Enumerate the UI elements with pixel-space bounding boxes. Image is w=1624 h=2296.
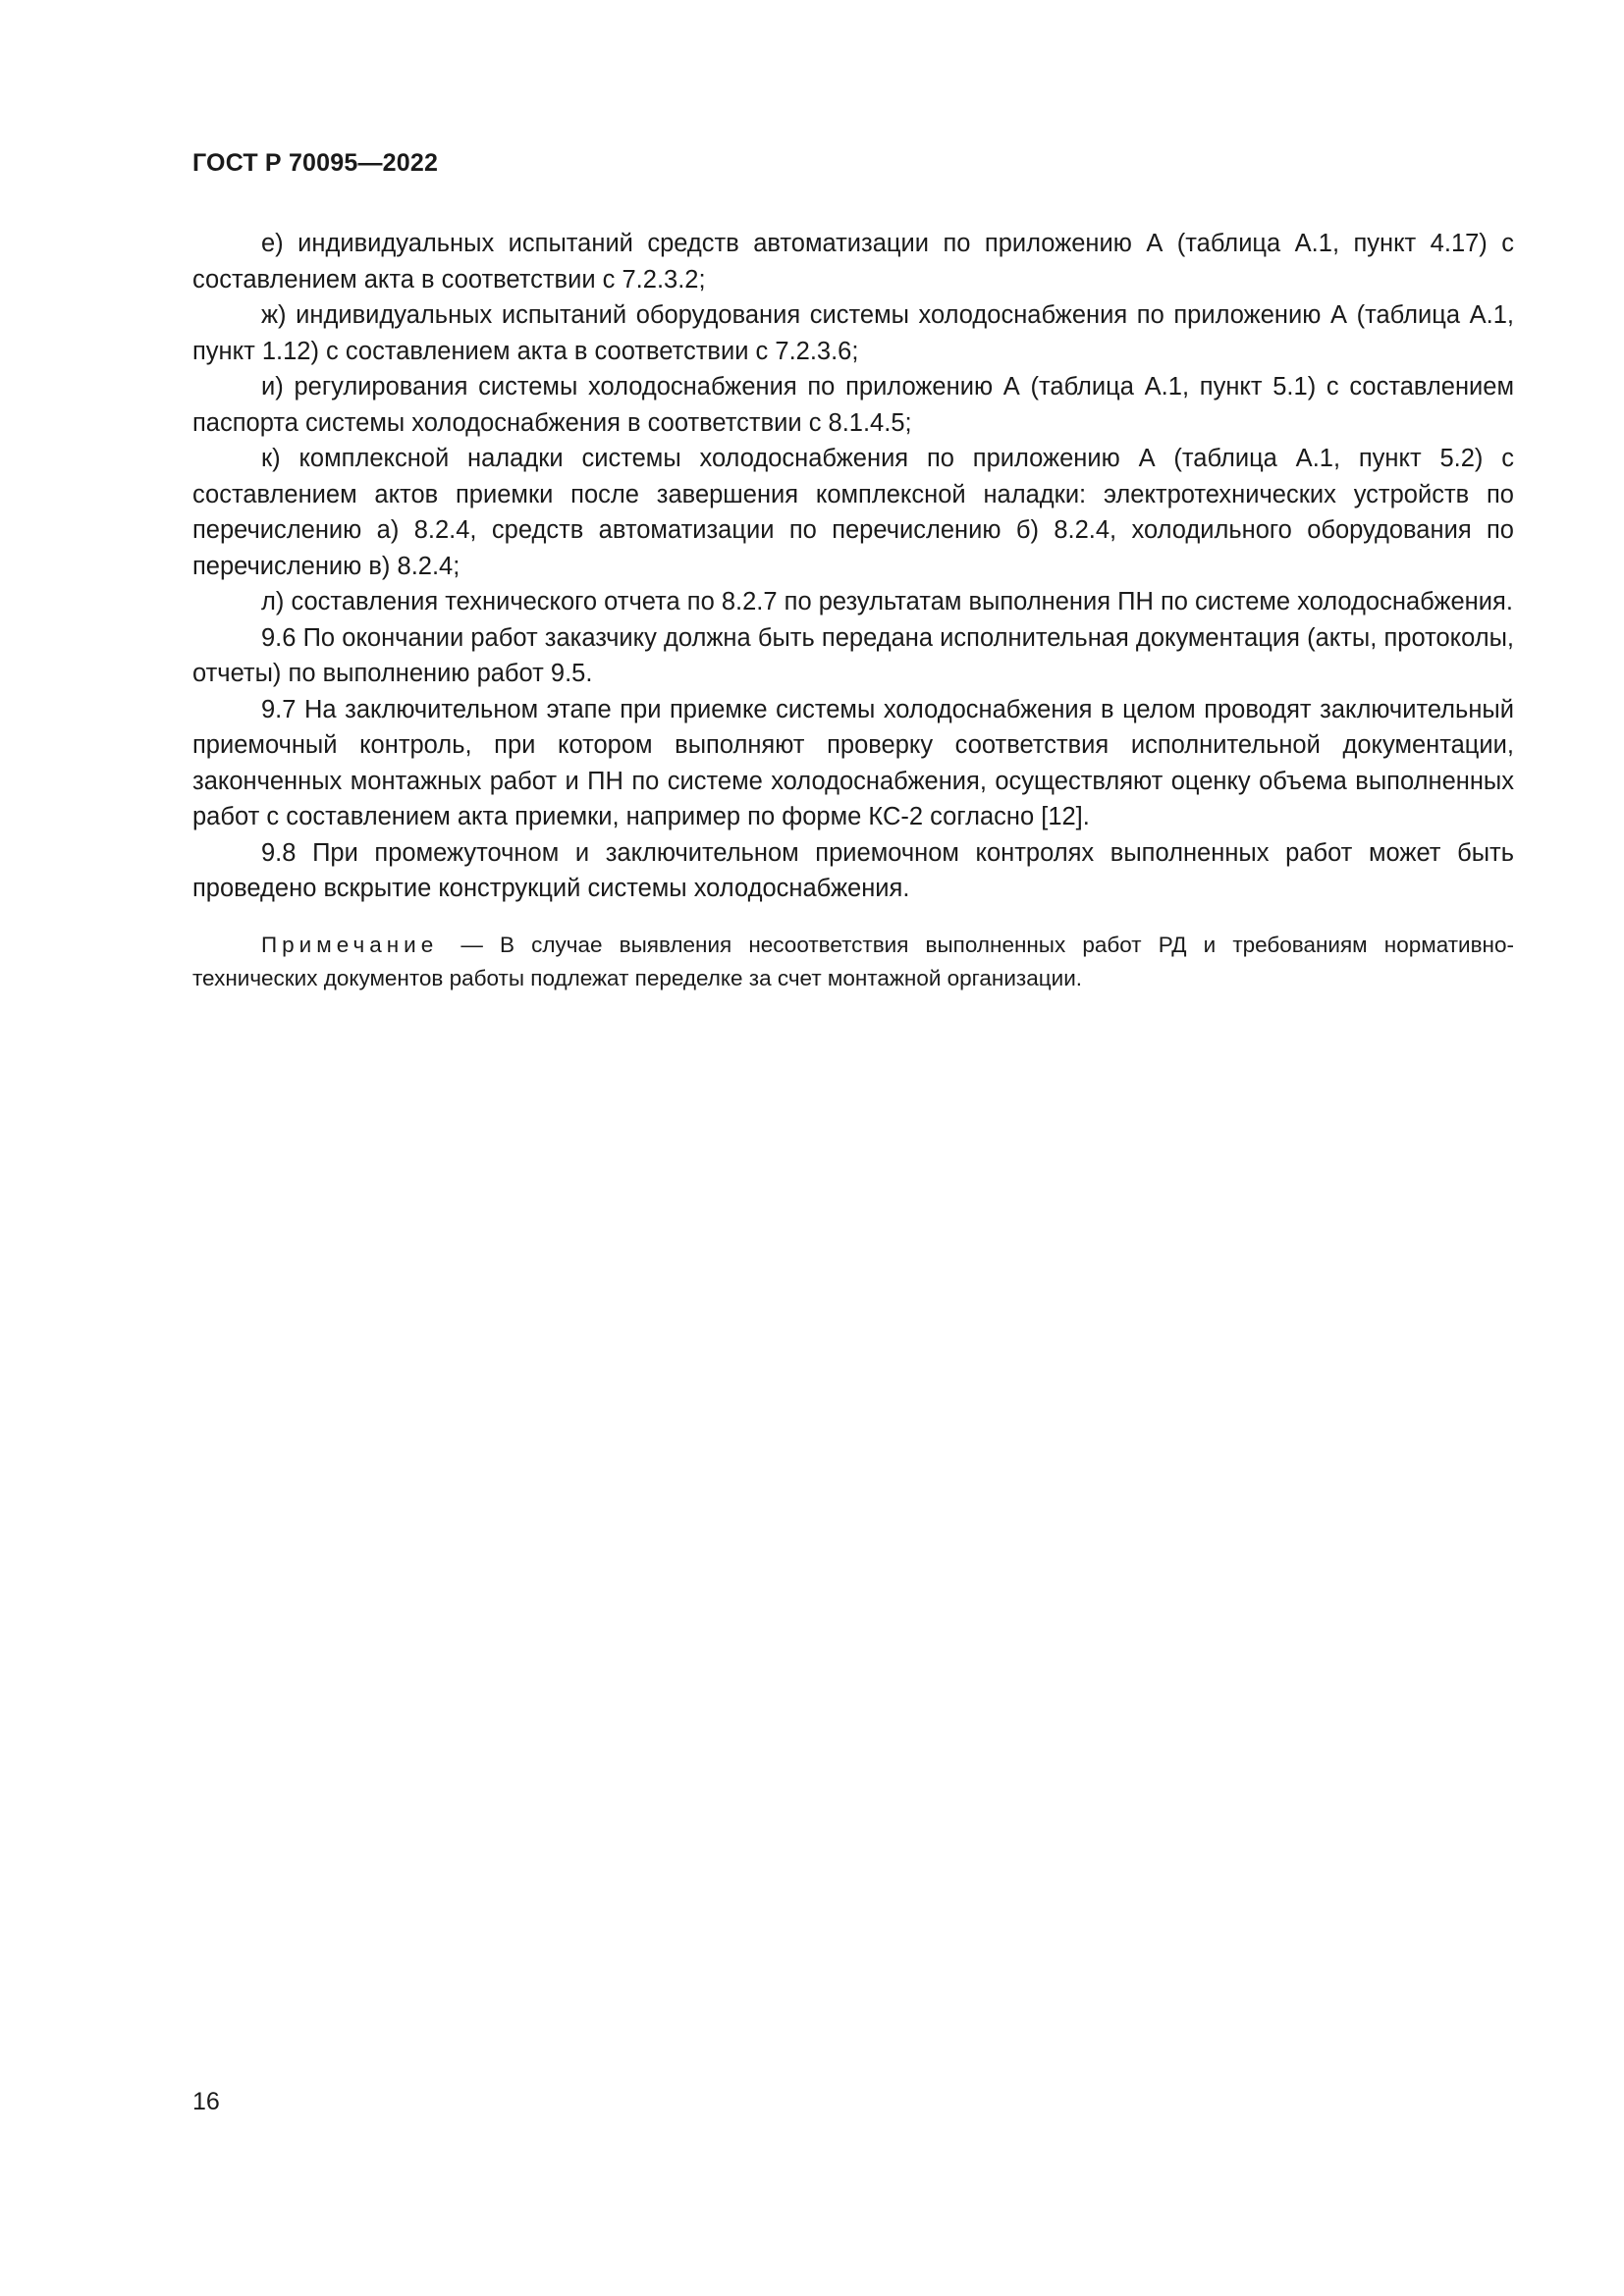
list-item-i: и) регулирования системы холодоснабжения по приложению А (таблица А.1, пункт 5.1) с составлением паспорта системы холодоснабжения в соответствии с 8.1.4.5; [192,373,1514,437]
note-text: — В случае выявления несоответствия выполненных работ РД и требованиям нормативно-технических документов работы подлежат переделке за счет монтажной организации. [192,932,1514,990]
note-paragraph [192,929,1514,995]
note-label: Примечание [261,932,439,957]
document-code-header: ГОСТ Р 70095—2022 [192,149,439,177]
page-number: 16 [192,2088,220,2115]
clause-9-6: 9.6 По окончании работ заказчику должна быть передана исполнительная документация (акты, протоколы, отчеты) по выполнению работ 9.5. [192,623,1514,687]
clause-9-7: 9.7 На заключительном этапе при приемке системы холодоснабжения в целом проводят заключительный приемочный контроль, при котором выполняют проверку соответствия исполнительной документации, законченных монтажных работ и ПН по системе холодоснабжения, осуществляют оценку объема выполненных работ с составлением акта приемки, например по форме КС-2 согласно [12]. [192,695,1514,830]
document-body [192,226,1514,995]
list-item-e: е) индивидуальных испытаний средств автоматизации по приложению А (таблица А.1, пункт 4.17) с составлением акта в соответствии с 7.2.3.2; [192,230,1514,294]
list-item-zh: ж) индивидуальных испытаний оборудования системы холодоснабжения по приложению А (таблица А.1, пункт 1.12) с составлением акта в соответствии с 7.2.3.6; [192,301,1514,365]
list-item-l: л) составления технического отчета по 8.2.7 по результатам выполнения ПН по системе холодоснабжения. [261,588,1513,615]
list-item-k: к) комплексной наладки системы холодоснабжения по приложению А (таблица А.1, пункт 5.2) с составлением актов приемки после завершения комплексной наладки: электротехнических устройств по перечислению а) 8.2.4, средств автоматизации по перечислению б) 8.2.4, холодильного оборудования по перечислению в) 8.2.4; [192,445,1514,580]
clause-9-8: 9.8 При промежуточном и заключительном приемочном контролях выполненных работ может быть проведено вскрытие конструкций системы холодоснабжения. [192,838,1514,902]
